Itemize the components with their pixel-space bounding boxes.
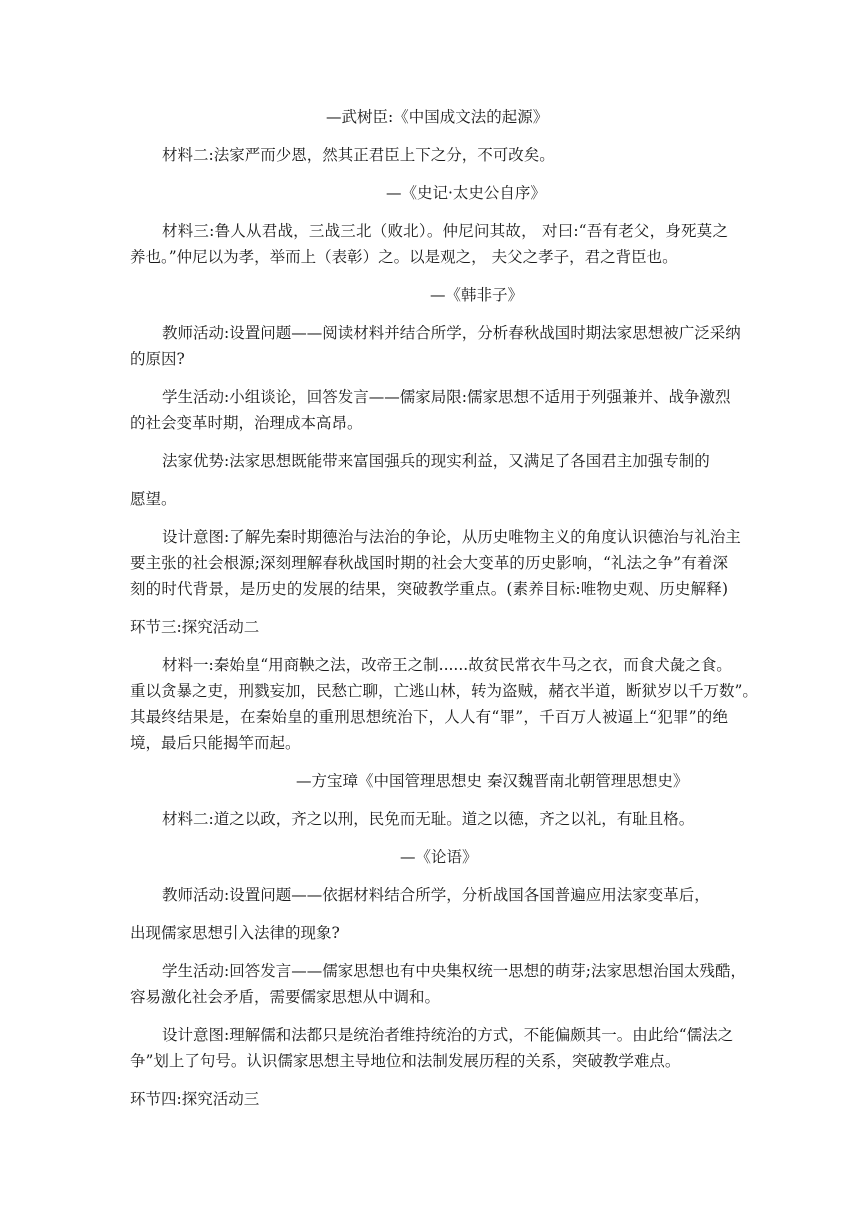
paragraph-line: 要主张的社会根源;深刻理解春秋战国时期的社会大变革的历史影响，“礼法之争”有着深 xyxy=(130,554,728,572)
paragraph-line: 其最终结果是，在秦始皇的重刑思想统治下，人人有“罪”，千百万人被逼上“犯罪”的绝 xyxy=(130,708,728,726)
paragraph-line: 刻的时代背景，是历史的发展的结果，突破教学重点。(素养目标:唯物史观、历史解释) xyxy=(130,580,728,598)
paragraph-line: 材料三:鲁人从君战，三战三北（败北）。仲尼问其故， 对曰:“吾有老父，身死莫之 xyxy=(162,222,728,240)
paragraph-line: 争”划上了句号。认识儒家思想主导地位和法制发展历程的关系，突破教学难点。 xyxy=(130,1052,681,1070)
section-heading: 环节四:探究活动三 xyxy=(130,1090,260,1108)
paragraph-line: 愿望。 xyxy=(130,490,177,508)
paragraph-line: 材料二:道之以政，齐之以刑，民免而无耻。道之以德，齐之以礼，有耻且格。 xyxy=(162,810,695,828)
paragraph-line: 重以贪暴之吏，刑戮妄加，民愁亡聊，亡逃山林，转为盗贼，赭衣半道，断狱岁以千万数”。 xyxy=(130,682,758,700)
source-citation: —武树臣:《中国成文法的起源》 xyxy=(326,108,549,126)
paragraph-line: 的社会变革时期，治理成本高昂。 xyxy=(130,414,363,432)
paragraph-line: 教师活动:设置问题——阅读材料并结合所学，分析春秋战国时期法家思想被广泛采纳 xyxy=(162,324,741,342)
paragraph-line: 养也。”仲尼以为孝，举而上（表彰）之。以是观之， 夫父之孝子，君之背臣也。 xyxy=(130,248,678,266)
paragraph-line: 教师活动:设置问题——依据材料结合所学，分析战国各国普遍应用法家变革后， xyxy=(162,886,710,904)
source-citation: —方宝璋《中国管理思想史 秦汉魏晋南北朝管理思想史》 xyxy=(296,772,689,790)
paragraph-line: 法家优势:法家思想既能带来富国强兵的现实利益，又满足了各国君主加强专制的 xyxy=(162,452,710,470)
paragraph-line: 学生活动:回答发言——儒家思想也有中央集权统一思想的萌芽;法家思想治国太残酷， xyxy=(162,962,746,980)
paragraph-line: 容易激化社会矛盾，需要儒家思想从中调和。 xyxy=(130,988,441,1006)
paragraph-line: 学生活动:小组谈论，回答发言——儒家局限:儒家思想不适用于列强兼并、战争激烈 xyxy=(162,388,731,406)
paragraph-line: 材料一:秦始皇“用商鞅之法，改帝王之制......故贫民常衣牛马之衣，而食犬彘之食。 xyxy=(162,656,732,674)
source-citation: —《韩非子》 xyxy=(430,286,524,304)
paragraph-line: 设计意图:理解儒和法都只是统治者维持统治的方式，不能偏颇其一。由此给“儒法之 xyxy=(162,1026,734,1044)
paragraph-line: 材料二:法家严而少恩，然其正君臣上下之分，不可改矣。 xyxy=(162,146,555,164)
paragraph-line: 的原因? xyxy=(130,350,185,368)
source-citation: —《论语》 xyxy=(400,848,478,866)
paragraph-line: 设计意图:了解先秦时期德治与法治的争论，从历史唯物主义的角度认识德治与礼治主 xyxy=(162,528,741,546)
section-heading: 环节三:探究活动二 xyxy=(130,618,260,636)
paragraph-line: 境，最后只能揭竿而起。 xyxy=(130,734,301,752)
paragraph-line: 出现儒家思想引入法律的现象? xyxy=(130,924,340,942)
source-citation: —《史记·太史公自序》 xyxy=(386,184,546,202)
